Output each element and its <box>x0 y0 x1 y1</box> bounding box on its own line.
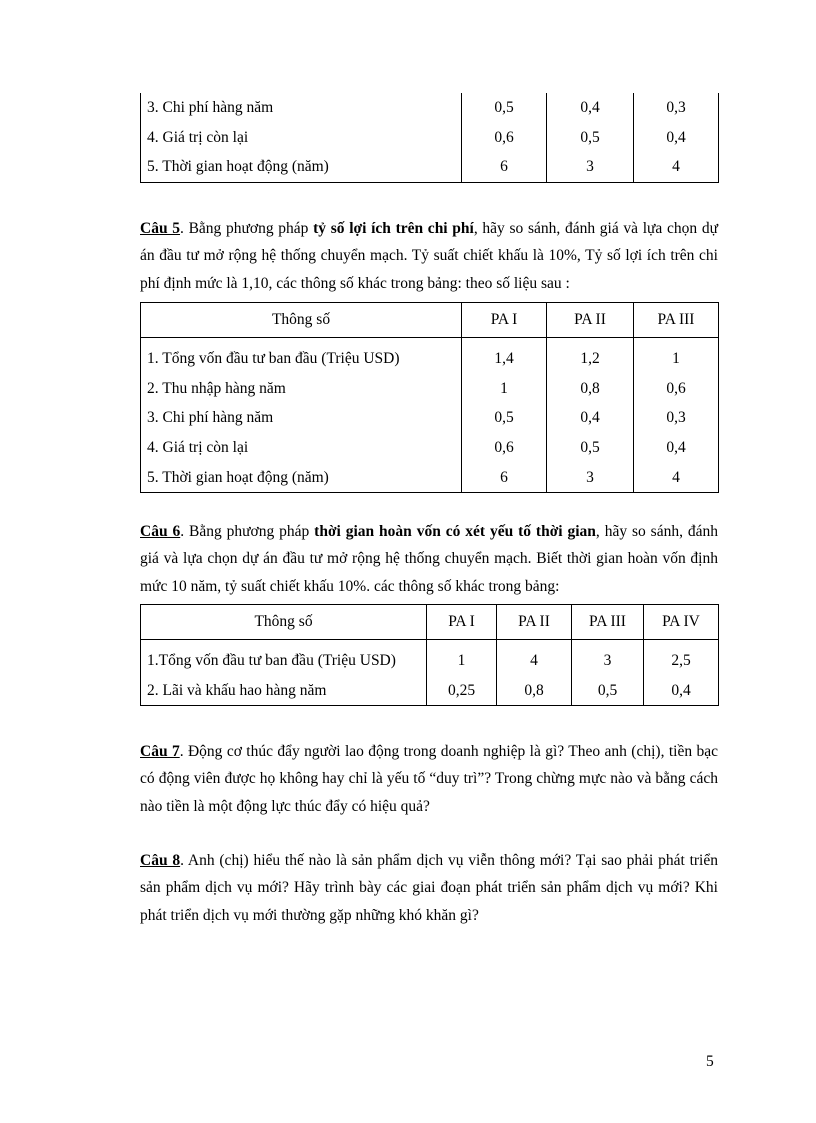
row-label: 5. Thời gian hoạt động (năm) <box>141 463 462 493</box>
table-row <box>141 463 719 493</box>
header-pa1: PA I <box>462 303 547 338</box>
row-label: 5. Thời gian hoạt động (năm) <box>141 152 462 182</box>
row-label: 4. Giá trị còn lại <box>141 123 462 153</box>
table-row <box>141 374 719 404</box>
value-pa1: 0,6 <box>462 123 547 153</box>
value-pa1: 6 <box>462 463 547 493</box>
question-6: Câu 6. Bằng phương pháp thời gian hoàn vốn có xét yếu tố thời gian, hãy so sánh, đánh giá và lựa chọn dự án đầu tư mở rộng hệ thống chuyển mạch. Biết thời gian hoàn vốn định mức 10 năm, tỷ suất chiết khấu 10%. các thông số khác trong bảng: <box>140 523 718 595</box>
value-pa3: 0,3 <box>634 403 719 433</box>
value-pa2: 4 <box>497 640 572 676</box>
method-name: thời gian hoàn vốn có xét yếu tố thời gian <box>314 523 596 540</box>
row-label: 2. Lãi và khấu hao hàng năm <box>141 676 427 706</box>
value-pa3: 3 <box>572 640 644 676</box>
page-number: 5 <box>706 1053 714 1070</box>
table-row <box>141 403 719 433</box>
value-pa2: 0,4 <box>547 403 634 433</box>
table-row <box>141 338 719 374</box>
value-pa1: 0,5 <box>462 93 547 123</box>
q6-parameter-table <box>140 604 719 706</box>
value-pa2: 3 <box>547 463 634 493</box>
value-pa3: 0,6 <box>634 374 719 404</box>
row-label: 1. Tổng vốn đầu tư ban đầu (Triệu USD) <box>141 338 462 374</box>
value-pa1: 0,5 <box>462 403 547 433</box>
value-pa1: 1 <box>462 374 547 404</box>
row-label: 4. Giá trị còn lại <box>141 433 462 463</box>
row-label: 3. Chi phí hàng năm <box>141 403 462 433</box>
question-label: Câu 8 <box>140 852 181 869</box>
row-label: 2. Thu nhập hàng năm <box>141 374 462 404</box>
table-header-row <box>141 605 719 640</box>
table-row <box>141 152 719 182</box>
value-pa1: 0,6 <box>462 433 547 463</box>
question-label: Câu 7 <box>140 743 180 760</box>
value-pa1: 0,25 <box>427 676 497 706</box>
value-pa3: 4 <box>634 152 719 182</box>
value-pa1: 6 <box>462 152 547 182</box>
header-pa4: PA IV <box>644 605 719 640</box>
table-row <box>141 93 719 123</box>
header-parameter: Thông số <box>141 303 462 338</box>
value-pa3: 4 <box>634 463 719 493</box>
value-pa2: 0,5 <box>547 433 634 463</box>
question-7: Câu 7. Động cơ thúc đẩy người lao động trong doanh nghiệp là gì? Theo anh (chị), tiền bạc có động viên được họ không hay chỉ là yếu tố “duy trì”? Trong chừng mực nào và bằng cách nào tiền là một động lực thúc đẩy có hiệu quả? <box>140 743 718 815</box>
table-row <box>141 123 719 153</box>
value-pa2: 0,8 <box>547 374 634 404</box>
header-pa1: PA I <box>427 605 497 640</box>
q5-parameter-table <box>140 302 719 493</box>
header-pa2: PA II <box>497 605 572 640</box>
header-pa2: PA II <box>547 303 634 338</box>
value-pa1: 1,4 <box>462 338 547 374</box>
question-5: Câu 5. Bằng phương pháp tỷ số lợi ích trên chi phí, hãy so sánh, đánh giá và lựa chọn dự án đầu tư mở rộng hệ thống chuyển mạch. Tỷ suất chiết khấu là 10%, Tỷ số lợi ích trên chi phí định mức là 1,10, các thông số khác trong bảng: theo số liệu sau : <box>140 220 718 292</box>
value-pa2: 3 <box>547 152 634 182</box>
value-pa3: 0,3 <box>634 93 719 123</box>
header-parameter: Thông số <box>141 605 427 640</box>
value-pa3: 0,5 <box>572 676 644 706</box>
table-row <box>141 640 719 676</box>
header-pa3: PA III <box>572 605 644 640</box>
table-row <box>141 676 719 706</box>
question-label: Câu 5 <box>140 220 181 237</box>
value-pa2: 0,5 <box>547 123 634 153</box>
value-pa2: 0,8 <box>497 676 572 706</box>
method-name: tỷ số lợi ích trên chi phí <box>313 220 474 237</box>
question-label: Câu 6 <box>140 523 181 540</box>
row-label: 3. Chi phí hàng năm <box>141 93 462 123</box>
row-label: 1.Tổng vốn đầu tư ban đầu (Triệu USD) <box>141 640 427 676</box>
value-pa4: 0,4 <box>644 676 719 706</box>
question-8: Câu 8. Anh (chị) hiểu thế nào là sản phẩm dịch vụ viễn thông mới? Tại sao phải phát triển sản phẩm dịch vụ mới? Hãy trình bày các giai đoạn phát triển sản phẩm dịch vụ mới? Khi phát triển dịch vụ mới thường gặp những khó khăn gì? <box>140 852 718 924</box>
value-pa2: 1,2 <box>547 338 634 374</box>
table-row <box>141 433 719 463</box>
value-pa1: 1 <box>427 640 497 676</box>
value-pa2: 0,4 <box>547 93 634 123</box>
header-pa3: PA III <box>634 303 719 338</box>
value-pa4: 2,5 <box>644 640 719 676</box>
table-header-row <box>141 303 719 338</box>
continued-parameter-table <box>140 93 719 183</box>
value-pa3: 0,4 <box>634 123 719 153</box>
value-pa3: 0,4 <box>634 433 719 463</box>
value-pa3: 1 <box>634 338 719 374</box>
